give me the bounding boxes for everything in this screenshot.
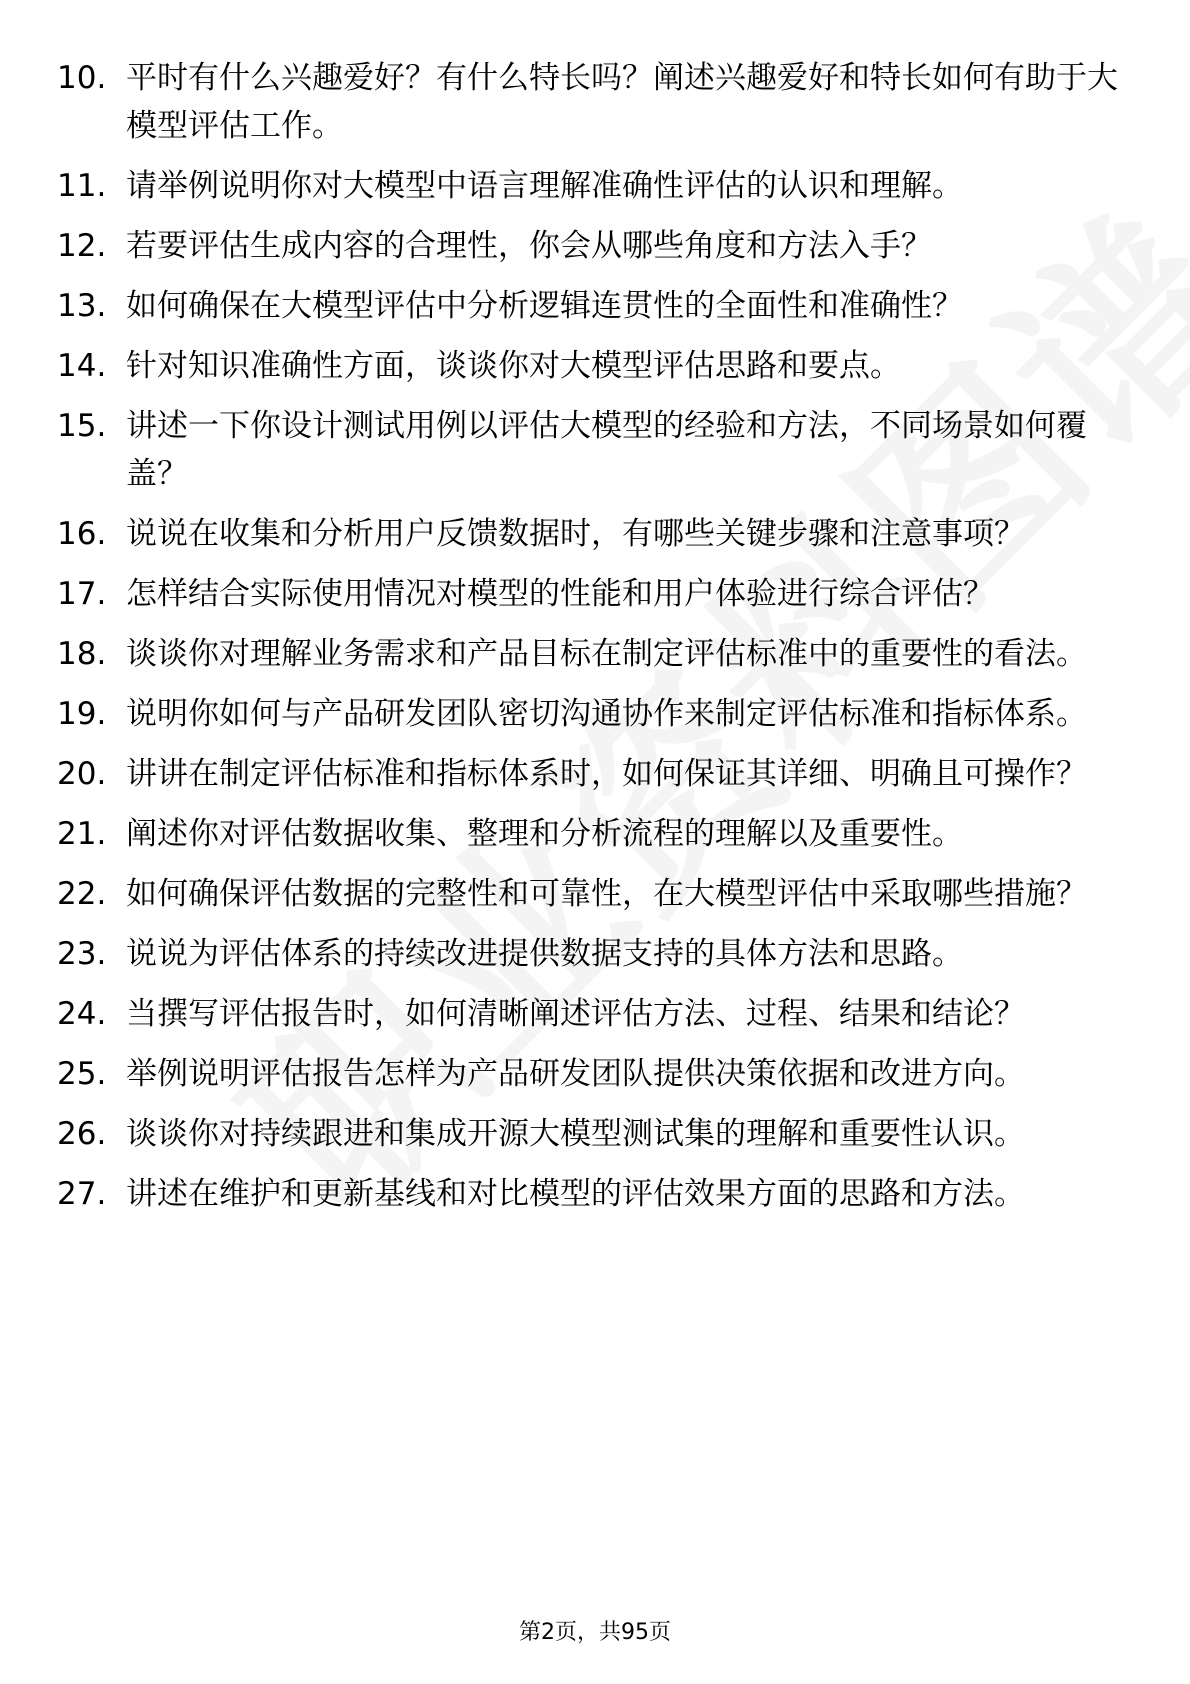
question-text: 针对知识准确性方面，谈谈你对大模型评估思路和要点。 <box>126 348 901 384</box>
question-item <box>57 930 1137 978</box>
question-item <box>57 1110 1137 1158</box>
question-number: 10. <box>57 60 107 96</box>
question-text: 若要评估生成内容的合理性，你会从哪些角度和方法入手？ <box>126 228 932 264</box>
question-text: 谈谈你对持续跟进和集成开源大模型测试集的理解和重要性认识。 <box>126 1116 1025 1152</box>
question-item <box>57 690 1137 738</box>
question-number: 25. <box>57 1056 107 1092</box>
question-item <box>57 222 1137 270</box>
question-item <box>57 810 1137 858</box>
question-number: 11. <box>57 168 107 204</box>
question-text: 怎样结合实际使用情况对模型的性能和用户体验进行综合评估？ <box>126 576 994 612</box>
question-number: 20. <box>57 756 107 792</box>
question-text: 讲述在维护和更新基线和对比模型的评估效果方面的思路和方法。 <box>126 1176 1025 1212</box>
question-text: 请举例说明你对大模型中语言理解准确性评估的认识和理解。 <box>126 168 963 204</box>
question-number: 18. <box>57 636 107 672</box>
question-text: 平时有什么兴趣爱好？有什么特长吗？阐述兴趣爱好和特长如何有助于大模型评估工作。 <box>126 60 1118 144</box>
question-number: 19. <box>57 696 107 732</box>
question-number: 26. <box>57 1116 107 1152</box>
question-number: 12. <box>57 228 107 264</box>
question-number: 21. <box>57 816 107 852</box>
question-item <box>57 570 1137 618</box>
question-number: 15. <box>57 408 107 444</box>
question-number: 22. <box>57 876 107 912</box>
question-list <box>57 54 1137 1230</box>
question-text: 讲述一下你设计测试用例以评估大模型的经验和方法，不同场景如何覆盖？ <box>126 408 1087 492</box>
question-text: 阐述你对评估数据收集、整理和分析流程的理解以及重要性。 <box>126 816 963 852</box>
question-text: 如何确保评估数据的完整性和可靠性，在大模型评估中采取哪些措施？ <box>126 876 1087 912</box>
question-item <box>57 1050 1137 1098</box>
page-indicator: 第2页，共95页 <box>519 1620 671 1645</box>
question-number: 14. <box>57 348 107 384</box>
question-text: 说明你如何与产品研发团队密切沟通协作来制定评估标准和指标体系。 <box>126 696 1087 732</box>
question-item <box>57 510 1137 558</box>
question-number: 13. <box>57 288 107 324</box>
question-text: 如何确保在大模型评估中分析逻辑连贯性的全面性和准确性？ <box>126 288 963 324</box>
question-item <box>57 282 1137 330</box>
question-number: 16. <box>57 516 107 552</box>
question-number: 17. <box>57 576 107 612</box>
question-item <box>57 402 1137 498</box>
question-text: 谈谈你对理解业务需求和产品目标在制定评估标准中的重要性的看法。 <box>126 636 1087 672</box>
question-text: 举例说明评估报告怎样为产品研发团队提供决策依据和改进方向。 <box>126 1056 1025 1092</box>
question-text: 当撰写评估报告时，如何清晰阐述评估方法、过程、结果和结论？ <box>126 996 1025 1032</box>
question-item <box>57 870 1137 918</box>
question-number: 24. <box>57 996 107 1032</box>
question-item <box>57 162 1137 210</box>
question-number: 27. <box>57 1176 107 1212</box>
question-text: 讲讲在制定评估标准和指标体系时，如何保证其详细、明确且可操作？ <box>126 756 1087 792</box>
question-text: 说说为评估体系的持续改进提供数据支持的具体方法和思路。 <box>126 936 963 972</box>
question-item <box>57 342 1137 390</box>
question-item <box>57 54 1137 150</box>
question-item <box>57 750 1137 798</box>
question-number: 23. <box>57 936 107 972</box>
question-item <box>57 1170 1137 1218</box>
question-item <box>57 990 1137 1038</box>
question-text: 说说在收集和分析用户反馈数据时，有哪些关键步骤和注意事项？ <box>126 516 1025 552</box>
question-item <box>57 630 1137 678</box>
